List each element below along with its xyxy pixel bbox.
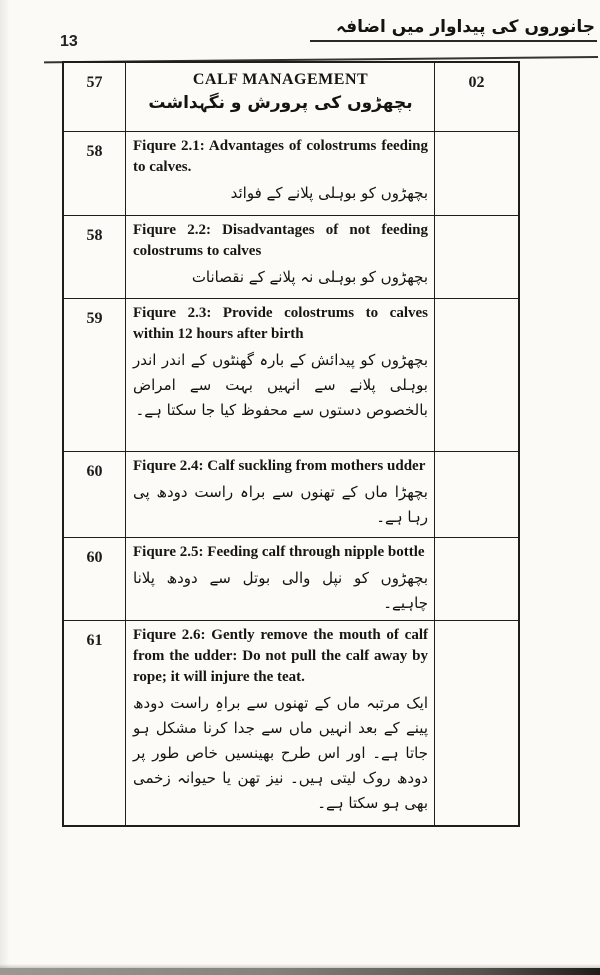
description-cell — [126, 132, 435, 215]
description-cell — [126, 452, 435, 537]
empty-cell — [435, 299, 518, 451]
figure-caption-urdu: بچھڑوں کو پیدائش کے بارہ گھنٹوں کے اندر اندر بوہلی پلانے سے انہیں بہت سے امراض بالخصوص دستوں سے محفوظ کیا جا سکتا ہے۔ — [133, 351, 428, 419]
table-row — [64, 132, 518, 216]
page-number-cell: 60 — [64, 538, 126, 620]
empty-cell — [435, 621, 518, 825]
table-row — [64, 299, 518, 452]
description-cell — [126, 621, 435, 825]
table-row — [64, 452, 518, 538]
page-number-cell: 61 — [64, 621, 126, 825]
description-cell — [126, 299, 435, 451]
empty-cell — [435, 452, 518, 537]
scan-left-shade — [0, 0, 10, 975]
page-number-cell: 57 — [64, 63, 126, 131]
chapter-number-cell: 02 — [468, 74, 485, 91]
table-row — [64, 538, 518, 621]
figure-caption-english: Fiqure 2.3: Provide colostrums to calves within 12 hours after birth — [133, 305, 428, 342]
description-cell — [126, 63, 435, 131]
figure-caption-english: Fiqure 2.1: Advantages of colostrums feeding to calves. — [133, 138, 428, 175]
figure-caption-urdu: بچھڑوں کو نپل والی بوتل سے دودھ پلانا چاہیے۔ — [133, 569, 428, 612]
figure-caption-english: Fiqure 2.6: Gently remove the mouth of calf from the udder: Do not pull the calf away by rope; it will injure the teat. — [133, 627, 428, 685]
empty-cell — [435, 216, 518, 298]
figure-caption-urdu: بچھڑا ماں کے تھنوں سے براہ راست دودھ پی رہا ہے۔ — [133, 483, 428, 526]
page-number-cell: 59 — [64, 299, 126, 451]
figure-caption-urdu: بچھڑوں کو بوہلی نہ پلانے کے نقصانات — [191, 268, 428, 286]
empty-cell — [435, 538, 518, 620]
table-row — [64, 216, 518, 299]
table-row — [64, 63, 518, 132]
figure-caption-english: Fiqure 2.5: Feeding calf through nipple bottle — [133, 544, 425, 560]
running-header-urdu-title: جانوروں کی پیداوار میں اضافہ — [310, 16, 597, 42]
table-row — [64, 621, 518, 825]
contents-table — [62, 61, 520, 827]
figure-caption-english: Fiqure 2.4: Calf suckling from mothers udder — [133, 458, 426, 474]
figure-caption-english: Fiqure 2.2: Disadvantages of not feeding colostrums to calves — [133, 222, 428, 259]
page-number-cell: 58 — [64, 216, 126, 298]
figure-caption-urdu: ایک مرتبہ ماں کے تھنوں سے براہِ راست دودھ پینے کے بعد انہیں ماں سے جدا کرنا مشکل ہو جاتا ہے۔ اور اس طرح بھینسیں خاص طور پر دودھ روک لیتی ہیں۔ نیز تھن یا حیوانہ زخمی بھی ہو سکتا ہے۔ — [133, 694, 428, 812]
description-cell — [126, 216, 435, 298]
scan-bottom-edge-shadow — [0, 968, 600, 975]
page-number-cell: 60 — [64, 452, 126, 537]
page-number-cell: 58 — [64, 132, 126, 215]
chapter-title-urdu: بچھڑوں کی پرورش و نگہداشت — [148, 93, 413, 113]
figure-caption-urdu: بچھڑوں کو بوہلی پلانے کے فوائد — [230, 184, 428, 202]
chapter-title-english: CALF MANAGEMENT — [192, 71, 369, 88]
description-cell — [126, 538, 435, 620]
empty-cell — [435, 132, 518, 215]
page-number: 13 — [60, 33, 78, 50]
